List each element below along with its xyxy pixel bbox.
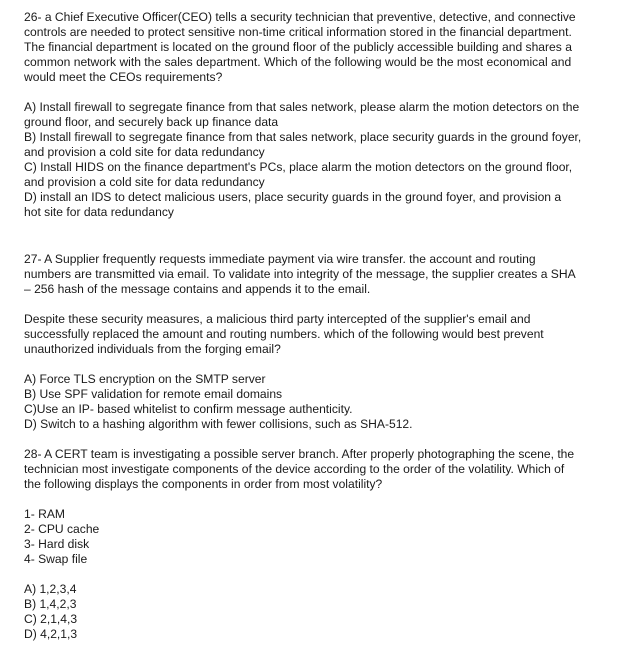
- q27-stem: [24, 252, 624, 297]
- q28-stem: [24, 447, 624, 492]
- q28-option-line: B) 1,4,2,3: [24, 597, 77, 611]
- q26-option-line: hot site for data redundancy: [24, 205, 174, 219]
- q28-stem-line: 28- A CERT team is investigating a possible server branch. After properly photographing the scene, the: [24, 447, 575, 461]
- q27-stem-line: numbers are transmitted via email. To validate into integrity of the message, the supplier creates a SHA: [24, 267, 576, 281]
- q28-components: [24, 507, 624, 567]
- q27-context-line: successfully replaced the amount and routing numbers. which of the following would best prevent: [24, 327, 544, 341]
- q28-component-line: 4- Swap file: [24, 552, 88, 566]
- q27-context-line: Despite these security measures, a malicious third party intercepted of the supplier's email and: [24, 312, 531, 326]
- q27-option-line: B) Use SPF validation for remote email domains: [24, 387, 283, 401]
- q28-stem-line: the following displays the components in order from most volatility?: [24, 477, 383, 491]
- q26-option-line: B) Install firewall to segregate finance from that sales network, place security guards in the ground foyer,: [24, 130, 582, 144]
- q26-options: [24, 100, 624, 220]
- q26-option-line: and provision a cold site for data redundancy: [24, 145, 265, 159]
- q26-stem-line: would meet the CEOs requirements?: [24, 70, 223, 84]
- q27-option-line: A) Force TLS encryption on the SMTP server: [24, 372, 266, 386]
- q27-option-line: C)Use an IP- based whitelist to confirm message authenticity.: [24, 402, 353, 416]
- q27-option-line: D) Switch to a hashing algorithm with fewer collisions, such as SHA-512.: [24, 417, 413, 431]
- q27-context: [24, 312, 624, 357]
- q26-option-line: and provision a cold site for data redundancy: [24, 175, 265, 189]
- q28-option-line: A) 1,2,3,4: [24, 582, 77, 596]
- q28-component-line: 2- CPU cache: [24, 522, 100, 536]
- q27-context-line: unauthorized individuals from the forging email?: [24, 342, 281, 356]
- q26-stem-line: 26- a Chief Executive Officer(CEO) tells a security technician that preventive, detective, and connective: [24, 10, 576, 24]
- q26-option-line: D) install an IDS to detect malicious users, place security guards in the ground foyer, and provision a: [24, 190, 562, 204]
- q28-stem-line: technician most investigate components of the device according to the order of the volatility. Which of: [24, 462, 565, 476]
- q28-option-line: D) 4,2,1,3: [24, 627, 78, 641]
- q26-stem-line: The financial department is located on the ground floor of the publicly accessible building and shares a: [24, 40, 572, 54]
- q28-component-line: 3- Hard disk: [24, 537, 90, 551]
- q26-stem-line: controls are needed to protect sensitive non-time critical information stored in the financial department.: [24, 25, 572, 39]
- q28-option-line: C) 2,1,4,3: [24, 612, 78, 626]
- q27-options: [24, 372, 624, 432]
- q27-stem-line: – 256 hash of the message contains and appends it to the email.: [24, 282, 371, 296]
- q26-option-line: C) Install HIDS on the finance department's PCs, place alarm the motion detectors on the ground floor,: [24, 160, 573, 174]
- document-page: [24, 10, 624, 642]
- q26-stem-line: common network with the sales department. Which of the following would be the most economical and: [24, 55, 572, 69]
- q26-stem: [24, 10, 624, 85]
- q26-option-line: ground floor, and securely back up finance data: [24, 115, 279, 129]
- q28-options: [24, 582, 624, 642]
- q27-stem-line: 27- A Supplier frequently requests immediate payment via wire transfer. the account and routing: [24, 252, 536, 266]
- q26-option-line: A) Install firewall to segregate finance from that sales network, please alarm the motion detectors on the: [24, 100, 580, 114]
- q28-component-line: 1- RAM: [24, 507, 65, 521]
